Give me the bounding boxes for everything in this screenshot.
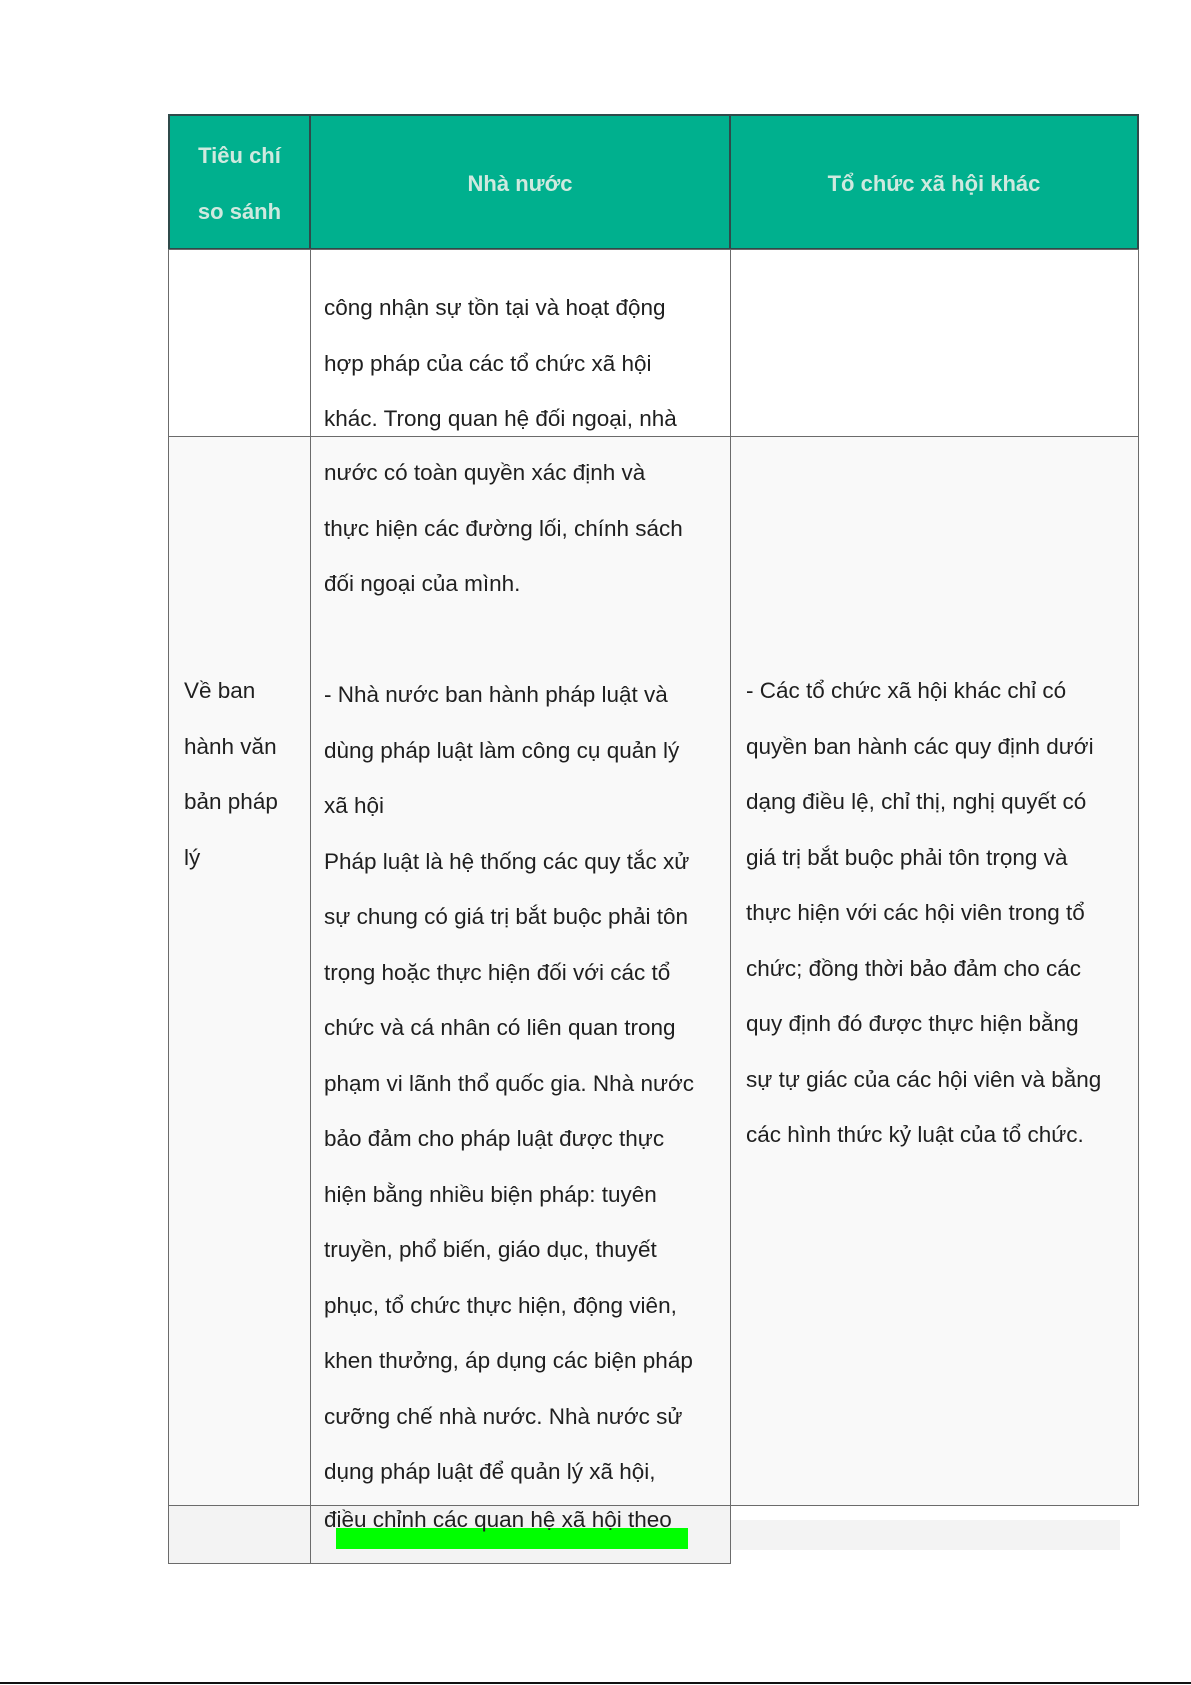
header-criteria [168, 114, 311, 250]
header-state: Nhà nước [309, 114, 731, 250]
header-criteria-line1: Tiêu chí [198, 143, 281, 168]
state-line: - Nhà nước ban hành pháp luật và [324, 682, 668, 707]
criteria-line: hành văn [184, 733, 277, 759]
criteria-cell [184, 663, 308, 885]
other-line: thực hiện với các hội viên trong tổ [746, 900, 1085, 925]
state-line: đối ngoại của mình. [324, 571, 521, 596]
criteria-line: Về ban [184, 678, 256, 703]
header-other-orgs: Tổ chức xã hội khác [729, 114, 1139, 250]
state-line: phạm vi lãnh thổ quốc gia. Nhà nước [324, 1070, 695, 1096]
other-line: quyền ban hành các quy định dưới [746, 733, 1094, 759]
state-line: cưỡng chế nhà nước. Nhà nước sử [324, 1403, 683, 1429]
state-line: trọng hoặc thực hiện đối với các tổ [324, 959, 671, 985]
state-line: điều chỉnh các quan hệ xã hội theo [324, 1507, 672, 1532]
state-line: dùng pháp luật làm công cụ quản lý [324, 737, 680, 763]
state-line: sự chung có giá trị bắt buộc phải tôn [324, 904, 689, 929]
state-cell-overflow [324, 1492, 728, 1548]
state-cell-continued [324, 280, 724, 447]
state-cell [324, 445, 728, 1500]
state-line: khác. Trong quan hệ đối ngoại, nhà [324, 406, 677, 431]
state-line: hợp pháp của các tổ chức xã hội [324, 350, 652, 376]
other-line: chức; đồng thời bảo đảm cho các [746, 955, 1082, 981]
state-line: khen thưởng, áp dụng các biện pháp [324, 1348, 693, 1373]
other-line: dạng điều lệ, chỉ thị, nghị quyết có [746, 789, 1087, 814]
state-line: hiện bằng nhiều biện pháp: tuyên [324, 1181, 657, 1207]
state-line: Pháp luật là hệ thống các quy tắc xử [324, 848, 690, 874]
state-line: chức và cá nhân có liên quan trong [324, 1015, 676, 1040]
criteria-line: bản pháp [184, 789, 278, 814]
state-line: dụng pháp luật để quản lý xã hội, [324, 1459, 656, 1484]
state-line: phục, tổ chức thực hiện, động viên, [324, 1292, 677, 1318]
state-line: nước có toàn quyền xác định và [324, 460, 646, 485]
criteria-line: lý [184, 844, 201, 870]
other-line: - Các tổ chức xã hội khác chỉ có [746, 678, 1067, 703]
state-line: xã hội [324, 793, 385, 818]
other-line: giá trị bắt buộc phải tôn trọng và [746, 844, 1068, 870]
other-line: sự tự giác của các hội viên và bằng [746, 1066, 1102, 1092]
page-bottom-rule [0, 1682, 1191, 1684]
other-orgs-cell [746, 663, 1136, 1163]
other-line: các hình thức kỷ luật của tổ chức. [746, 1122, 1084, 1147]
state-line: công nhận sự tồn tại và hoạt động [324, 295, 666, 320]
header-criteria-line2: so sánh [197, 199, 282, 224]
overflow-shade [731, 1520, 1120, 1550]
other-line: quy định đó được thực hiện bằng [746, 1011, 1079, 1036]
state-line: truyền, phổ biến, giáo dục, thuyết [324, 1237, 657, 1262]
state-line: thực hiện các đường lối, chính sách [324, 515, 683, 541]
state-line: bảo đảm cho pháp luật được thực [324, 1126, 665, 1151]
